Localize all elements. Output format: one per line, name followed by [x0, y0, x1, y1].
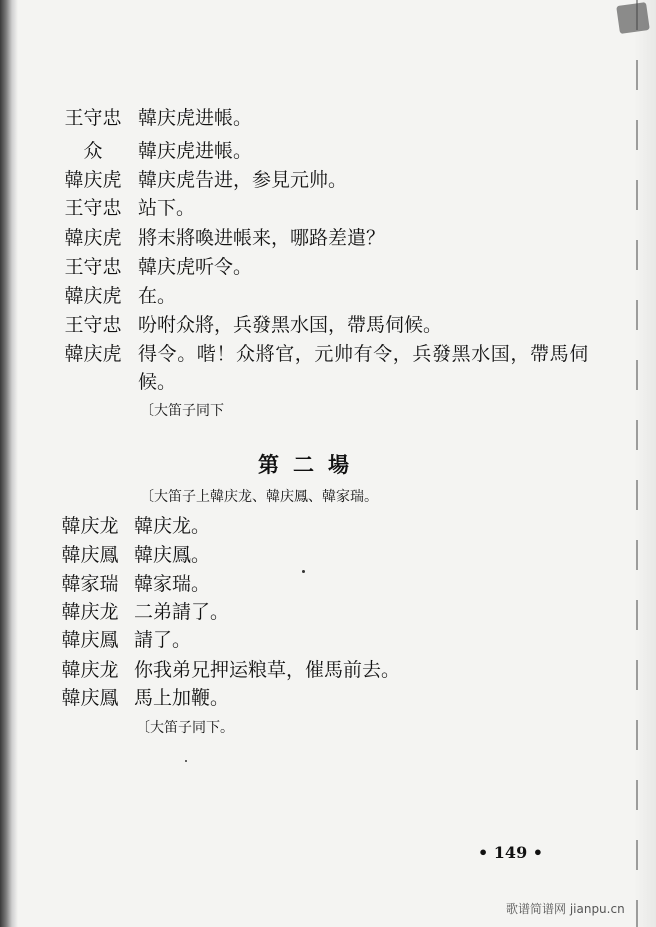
speaker-label: 韓庆虎	[64, 227, 122, 249]
speaker-label: 韓庆虎	[64, 285, 122, 307]
scan-left-edge	[0, 0, 18, 927]
speaker-label: 王守忠	[64, 107, 122, 129]
speaker-label: 韓庆龙	[61, 515, 119, 537]
speech-text: 得令。喈！众將官，元帅有令，兵發黑水国，帶馬伺	[138, 343, 589, 365]
speech-text: 在。	[138, 285, 177, 307]
scan-corner-mark	[616, 2, 650, 34]
scan-fold-line	[636, 0, 638, 927]
speech-text: 韓庆虎听令。	[138, 256, 253, 278]
speaker-label: 韓庆龙	[61, 659, 119, 681]
stage-direction: 〔大笛子同下。	[136, 720, 234, 736]
speech-text: 吩咐众將，兵發黑水国，帶馬伺候。	[138, 314, 443, 336]
speech-text: 韓庆龙。	[134, 515, 211, 537]
speaker-label: 韓庆鳳	[61, 629, 119, 651]
speech-text: 請了。	[134, 629, 192, 651]
speech-text: 韓庆虎进帳。	[138, 107, 253, 129]
speaker-label: 韓庆鳳	[61, 544, 119, 566]
page-number: • 149 •	[478, 843, 543, 862]
stage-direction: 〔大笛子同下	[140, 403, 224, 419]
speech-text: 二弟請了。	[134, 601, 230, 623]
speaker-label: 王守忠	[64, 197, 122, 219]
speaker-label: 韓庆鳳	[61, 687, 119, 709]
speech-text: 韓庆虎告进，参見元帅。	[138, 169, 348, 191]
speech-text: 站下。	[138, 197, 196, 219]
speech-text: 候。	[138, 371, 177, 393]
scan-speck	[185, 760, 187, 762]
speech-text: 韓家瑞。	[134, 573, 211, 595]
site-watermark: 歌谱简谱网 jianpu.cn	[506, 902, 625, 916]
speaker-label: 韓庆龙	[61, 601, 119, 623]
speech-text: 將末將喚进帳来，哪路差遣？	[138, 227, 386, 249]
speaker-label: 众	[83, 140, 103, 162]
speaker-label: 王守忠	[64, 314, 122, 336]
speech-text: 韓庆虎进帳。	[138, 140, 253, 162]
speech-text: 你我弟兄押运粮草，催馬前去。	[134, 659, 401, 681]
stage-direction: 〔大笛子上韓庆龙、韓庆鳳、韓家瑞。	[140, 489, 378, 505]
speaker-label: 韓庆虎	[64, 169, 122, 191]
scan-speck	[302, 570, 305, 573]
speaker-label: 韓家瑞	[61, 573, 119, 595]
speech-text: 馬上加鞭。	[134, 687, 230, 709]
speech-text: 韓庆鳳。	[134, 544, 211, 566]
scene-title: 第二場	[258, 452, 363, 477]
speaker-label: 韓庆虎	[64, 343, 122, 365]
speaker-label: 王守忠	[64, 256, 122, 278]
